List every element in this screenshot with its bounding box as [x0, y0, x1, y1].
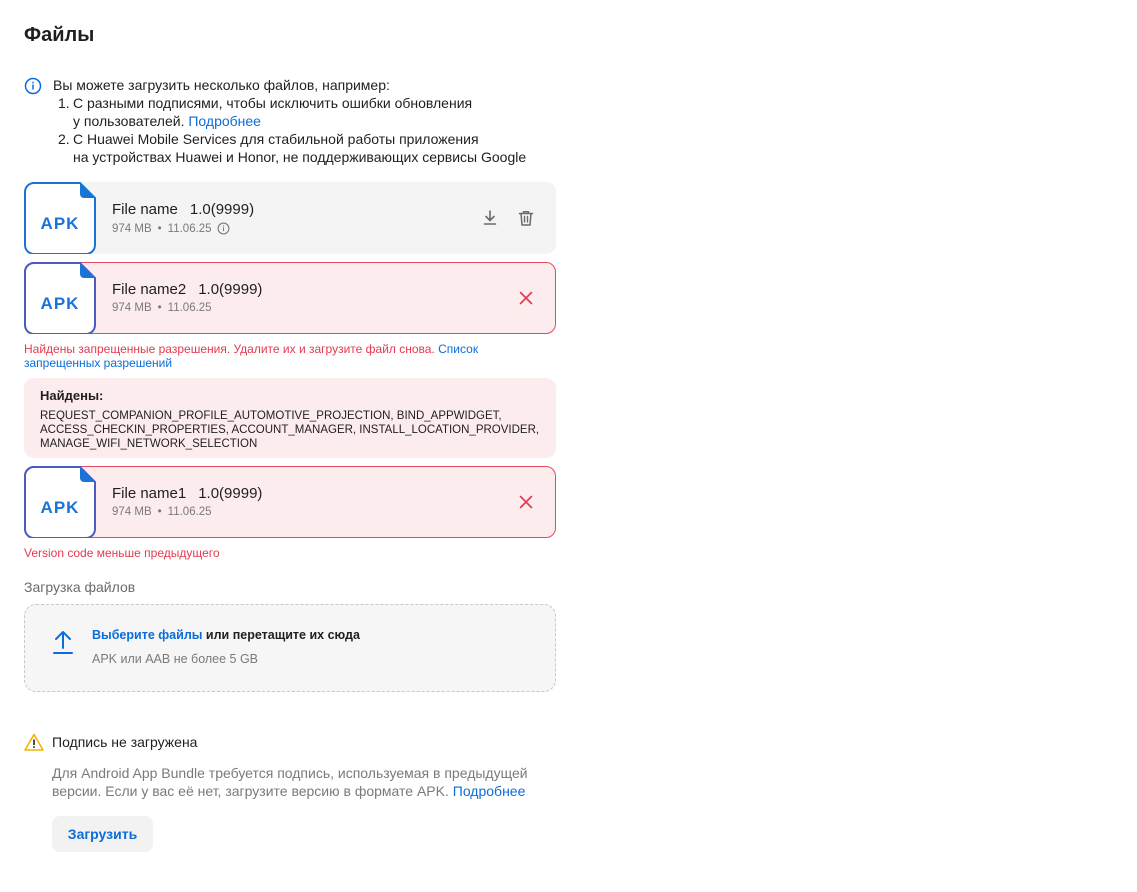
permissions-error	[24, 342, 524, 370]
apk-badge: APK	[40, 294, 80, 313]
signature-desc-line: Для Android App Bundle требуется подпись, используемая в предыдущей	[52, 765, 528, 781]
file-name: File name1	[112, 485, 187, 502]
file-dropzone[interactable]	[24, 604, 556, 692]
file-name: File name	[112, 201, 178, 218]
found-permissions-box	[24, 378, 556, 458]
upload-arrow-icon	[51, 629, 75, 655]
file-size: 974 MB	[112, 222, 152, 235]
info-item-line: С разными подписями, чтобы исключить ошибки обновления	[73, 95, 473, 111]
info-item-line: на устройствах Huawei и Honor, не поддерживающих сервисы Google	[73, 149, 527, 165]
apk-badge: APK	[40, 214, 80, 233]
info-item-line	[73, 112, 526, 130]
download-icon	[481, 209, 499, 227]
file-date: 11.06.25	[167, 222, 212, 235]
upload-label: Загрузка файлов	[24, 579, 136, 595]
file-version: 1.0(9999)	[198, 485, 263, 502]
found-permissions-list: REQUEST_COMPANION_PROFILE_AUTOMOTIVE_PROJECTION, BIND_APPWIDGET, ACCESS_CHECKIN_PROPERTIES, ACCOUNT_MANAGER, INSTALL_LOCATION_PROVIDER, MANAGE_WIFI_NETWORK_SELECTION	[40, 410, 540, 450]
warning-icon	[24, 733, 44, 751]
file-name: File name2	[112, 281, 187, 298]
upload-signature-button[interactable]: Загрузить	[52, 816, 153, 852]
info-list-item	[58, 130, 526, 166]
file-version: 1.0(9999)	[198, 281, 263, 298]
file-title	[112, 281, 262, 298]
file-meta	[112, 506, 212, 518]
apk-badge: APK	[40, 498, 80, 517]
close-icon	[518, 290, 534, 306]
apk-file-icon	[24, 182, 96, 254]
file-card	[24, 182, 556, 254]
file-date: 11.06.25	[167, 302, 212, 314]
file-title	[112, 485, 262, 502]
file-card-error	[24, 466, 556, 538]
remove-file-button[interactable]	[514, 286, 538, 310]
more-link[interactable]: Подробнее	[452, 783, 526, 799]
file-card-error	[24, 262, 556, 334]
remove-file-button[interactable]	[514, 490, 538, 514]
meta-separator: •	[157, 222, 162, 235]
version-error: Version code меньше предыдущего	[24, 546, 220, 560]
file-title	[112, 201, 254, 218]
file-size: 974 MB	[112, 506, 152, 518]
found-title: Найдены:	[40, 388, 104, 403]
forbidden-permissions-link[interactable]: Список	[438, 342, 479, 356]
close-icon	[518, 494, 534, 510]
delete-button[interactable]	[514, 206, 538, 230]
file-size: 974 MB	[112, 302, 152, 314]
info-list	[58, 94, 526, 166]
file-meta	[112, 222, 230, 235]
file-date: 11.06.25	[167, 506, 212, 518]
info-icon	[24, 77, 42, 95]
meta-separator: •	[157, 506, 162, 518]
more-link[interactable]: Подробнее	[188, 113, 261, 129]
signature-desc-text: версии. Если у вас её нет, загрузите версию в формате APK.	[52, 783, 449, 799]
choose-files-link[interactable]: Выберите файлы	[92, 628, 203, 642]
info-icon[interactable]	[217, 222, 230, 235]
permissions-error-text: Найдены запрещенные разрешения. Удалите их и загрузите файл снова.	[24, 342, 435, 356]
trash-icon	[517, 209, 535, 227]
dropzone-text	[92, 628, 360, 642]
signature-desc-line	[52, 782, 572, 800]
info-list-number: 2.	[58, 131, 70, 147]
meta-separator: •	[157, 302, 162, 314]
forbidden-permissions-link[interactable]: запрещенных разрешений	[24, 356, 173, 370]
info-list-item	[58, 94, 526, 130]
file-version: 1.0(9999)	[189, 201, 255, 218]
signature-warning-title: Подпись не загружена	[52, 734, 198, 750]
file-meta	[112, 302, 212, 314]
download-button[interactable]	[478, 206, 502, 230]
info-lead: Вы можете загрузить несколько файлов, например:	[53, 77, 390, 93]
info-list-number: 1.	[58, 95, 70, 111]
apk-file-icon	[24, 262, 96, 334]
dropzone-hint: APK или AAB не более 5 GB	[92, 652, 259, 666]
info-item-text: у пользователей.	[73, 113, 185, 129]
page-title: Файлы	[24, 24, 95, 46]
drag-text: или перетащите их сюда	[205, 628, 360, 642]
apk-file-icon	[24, 466, 96, 538]
info-item-line: С Huawei Mobile Services для стабильной работы приложения	[73, 131, 479, 147]
signature-warning-desc	[52, 764, 572, 800]
